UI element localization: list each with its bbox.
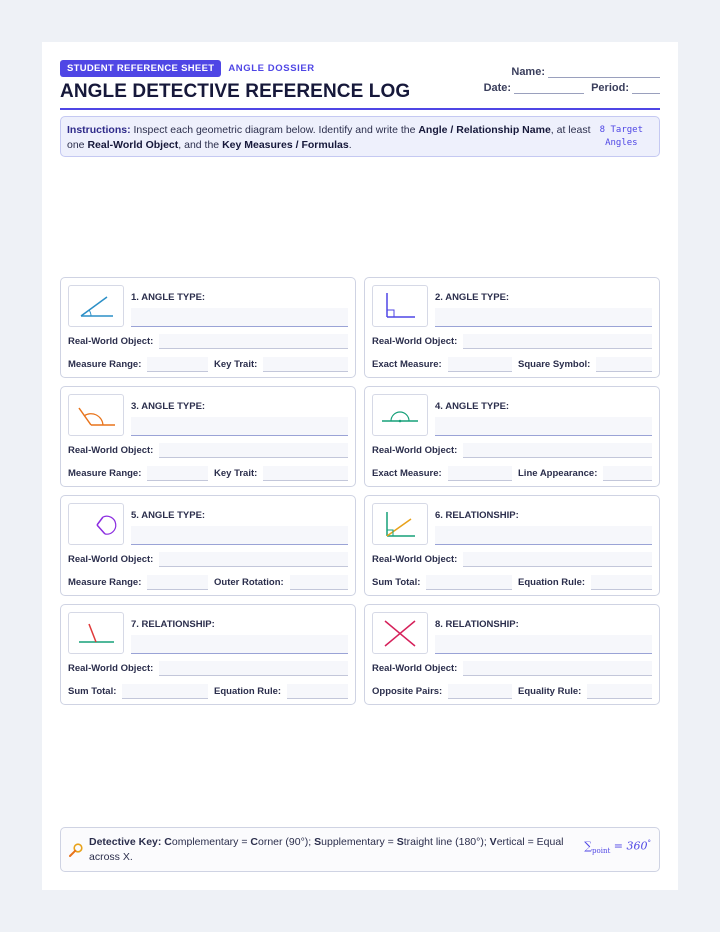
date-label: Date: xyxy=(483,82,512,94)
symbol-label: Square Symbol: xyxy=(518,359,591,370)
card-6 xyxy=(364,495,660,596)
rotation-field[interactable] xyxy=(290,575,348,590)
sum-field[interactable] xyxy=(122,684,208,699)
object-field[interactable] xyxy=(159,334,348,349)
name-label: Name: xyxy=(511,66,545,78)
measure-field[interactable] xyxy=(147,575,208,590)
line-appearance-field[interactable] xyxy=(603,466,652,481)
card-7 xyxy=(60,604,356,705)
detective-key-text: Detective Key: Complementary = Corner (90°); Supplementary = Straight line (180°); Vertical = Equal across X. xyxy=(89,836,564,863)
card-title: 8. RELATIONSHIP: xyxy=(435,619,519,630)
target-count: 8 Target Angles xyxy=(599,125,643,148)
card-title: 3. ANGLE TYPE: xyxy=(131,401,206,412)
angle-name-field[interactable] xyxy=(435,417,652,436)
symbol-field[interactable] xyxy=(596,357,652,372)
object-label: Real-World Object: xyxy=(372,336,458,347)
sum-field[interactable] xyxy=(426,575,512,590)
object-label: Real-World Object: xyxy=(372,663,458,674)
name-field[interactable] xyxy=(548,66,660,78)
object-field[interactable] xyxy=(463,443,652,458)
card-5 xyxy=(60,495,356,596)
period-field[interactable] xyxy=(632,82,660,94)
card-title: 7. RELATIONSHIP: xyxy=(131,619,215,630)
right-angle-icon xyxy=(372,285,428,327)
equality-field[interactable] xyxy=(587,684,652,699)
card-2 xyxy=(364,277,660,378)
card-title: 4. ANGLE TYPE: xyxy=(435,401,510,412)
angle-name-field[interactable] xyxy=(131,308,348,327)
card-title: 6. RELATIONSHIP: xyxy=(435,510,519,521)
measure-field[interactable] xyxy=(147,466,208,481)
equation-field[interactable] xyxy=(287,684,348,699)
card-title: 1. ANGLE TYPE: xyxy=(131,292,206,303)
object-label: Real-World Object: xyxy=(68,445,154,456)
detective-key-box xyxy=(60,827,660,872)
angle-name-field[interactable] xyxy=(435,308,652,327)
equation-label: Equation Rule: xyxy=(518,577,586,588)
sum-label: Sum Total: xyxy=(68,686,117,697)
vertical-angles-icon xyxy=(372,612,428,654)
measure-label: Exact Measure: xyxy=(372,359,442,370)
object-field[interactable] xyxy=(159,443,348,458)
relationship-name-field[interactable] xyxy=(131,635,348,654)
relationship-name-field[interactable] xyxy=(435,526,652,545)
card-1 xyxy=(60,277,356,378)
angle-name-field[interactable] xyxy=(131,417,348,436)
measure-label: Exact Measure: xyxy=(372,468,442,479)
angle-name-field[interactable] xyxy=(131,526,348,545)
date-field[interactable] xyxy=(514,82,584,94)
straight-angle-icon xyxy=(372,394,428,436)
trait-label: Key Trait: xyxy=(214,359,258,370)
object-field[interactable] xyxy=(159,552,348,567)
object-field[interactable] xyxy=(159,661,348,676)
object-label: Real-World Object: xyxy=(68,336,154,347)
opposite-pairs-label: Opposite Pairs: xyxy=(372,686,443,697)
object-field[interactable] xyxy=(463,334,652,349)
magnifier-icon xyxy=(68,842,84,858)
worksheet-page xyxy=(42,42,678,890)
complementary-angles-icon xyxy=(372,503,428,545)
sheet-subtitle: ANGLE DOSSIER xyxy=(228,63,315,74)
obtuse-angle-icon xyxy=(68,394,124,436)
measure-label: Measure Range: xyxy=(68,468,142,479)
acute-angle-icon xyxy=(68,285,124,327)
object-label: Real-World Object: xyxy=(372,445,458,456)
instructions-box xyxy=(60,116,660,157)
reflex-angle-icon xyxy=(68,503,124,545)
angle-sum-formula: $\sum_{point} = 360^\circ$ xyxy=(584,839,651,855)
equation-field[interactable] xyxy=(591,575,652,590)
page-title: ANGLE DETECTIVE REFERENCE LOG xyxy=(60,81,411,102)
equality-label: Equality Rule: xyxy=(518,686,582,697)
trait-label: Key Trait: xyxy=(214,468,258,479)
period-label: Period: xyxy=(591,82,629,94)
object-field[interactable] xyxy=(463,661,652,676)
trait-field[interactable] xyxy=(263,466,348,481)
object-label: Real-World Object: xyxy=(372,554,458,565)
instructions-text: Instructions: Inspect each geometric diagram below. Identify and write the Angle / Relationship Name, at least one Real-World Object, and the Key Measures / Formulas. xyxy=(67,124,591,151)
measure-field[interactable] xyxy=(147,357,208,372)
object-label: Real-World Object: xyxy=(68,554,154,565)
sheet-badge: STUDENT REFERENCE SHEET xyxy=(60,60,221,77)
equation-label: Equation Rule: xyxy=(214,686,282,697)
measure-label: Measure Range: xyxy=(68,577,142,588)
card-title: 5. ANGLE TYPE: xyxy=(131,510,206,521)
object-field[interactable] xyxy=(463,552,652,567)
header-divider xyxy=(60,108,660,110)
card-4 xyxy=(364,386,660,487)
sum-label: Sum Total: xyxy=(372,577,421,588)
header-left xyxy=(60,60,410,103)
opposite-pairs-field[interactable] xyxy=(448,684,512,699)
measure-field[interactable] xyxy=(448,466,512,481)
relationship-name-field[interactable] xyxy=(435,635,652,654)
card-8 xyxy=(364,604,660,705)
card-title: 2. ANGLE TYPE: xyxy=(435,292,510,303)
rotation-label: Outer Rotation: xyxy=(214,577,284,588)
measure-field[interactable] xyxy=(448,357,512,372)
line-appearance-label: Line Appearance: xyxy=(518,468,598,479)
student-info xyxy=(484,66,660,98)
supplementary-angles-icon xyxy=(68,612,124,654)
measure-label: Measure Range: xyxy=(68,359,142,370)
card-3 xyxy=(60,386,356,487)
trait-field[interactable] xyxy=(263,357,348,372)
object-label: Real-World Object: xyxy=(68,663,154,674)
